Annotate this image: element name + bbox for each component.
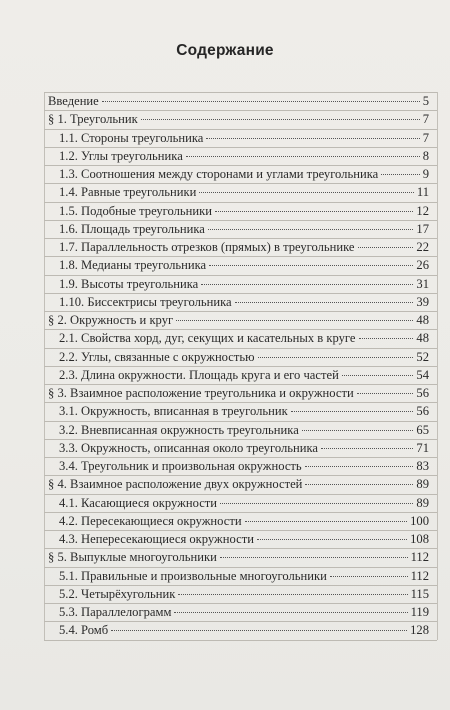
dot-leader	[257, 539, 407, 540]
toc-subsection-entry[interactable]	[59, 328, 429, 348]
toc-page-number: 115	[410, 586, 429, 601]
toc-entry-label: 1.5. Подобные треугольники	[59, 203, 212, 218]
toc-page-number: 8	[422, 148, 429, 163]
toc-page-number: 7	[422, 130, 429, 145]
dot-leader	[357, 393, 414, 394]
dot-leader	[208, 229, 414, 230]
dot-leader	[330, 576, 408, 577]
toc-page-number: 17	[416, 221, 429, 236]
dot-leader	[186, 156, 420, 157]
dot-leader	[258, 357, 414, 358]
toc-page-number: 12	[416, 203, 429, 218]
toc-entry-label: 5.3. Параллелограмм	[59, 605, 172, 619]
dot-leader	[215, 211, 413, 212]
toc-entry-label: § 5. Выпуклые многоугольники	[48, 550, 217, 565]
toc-entry-label: 4.2. Пересекающиеся окружности	[59, 513, 242, 528]
toc-page-number: 39	[416, 294, 429, 309]
dot-leader	[358, 247, 414, 248]
dot-leader	[305, 484, 413, 485]
toc-entry-label: § 2. Окружность и круг	[48, 313, 174, 327]
toc-subsection-entry[interactable]	[59, 292, 429, 312]
toc-subsection-entry[interactable]	[59, 182, 429, 202]
toc-entry-label: 2.1. Свойства хорд, дуг, секущих и касательных в круге	[59, 331, 356, 346]
dot-leader	[359, 338, 414, 339]
toc-section-entry[interactable]	[48, 474, 429, 494]
toc-page-number: 54	[416, 367, 429, 382]
toc-page-number: 56	[416, 404, 429, 419]
toc-entry-label: 1.4. Равные треугольники	[59, 185, 197, 200]
toc-entry-label: 1.7. Параллельность отрезков (прямых) в треугольнике	[59, 240, 355, 254]
toc-page-number: 26	[416, 258, 429, 273]
toc-page-number: 7	[422, 112, 429, 127]
table-right-border	[437, 92, 438, 640]
toc-subsection-entry[interactable]	[59, 128, 429, 148]
toc-subsection-entry[interactable]	[59, 529, 429, 549]
toc-subsection-entry[interactable]	[59, 456, 429, 476]
toc-page-number: 119	[410, 605, 429, 619]
toc-entry-label: 1.2. Углы треугольника	[59, 148, 183, 163]
toc-entry-label: 1.1. Стороны треугольника	[59, 130, 204, 145]
toc-page-number: 100	[410, 513, 429, 528]
toc-subsection-entry[interactable]	[59, 146, 429, 166]
toc-subsection-entry[interactable]	[59, 365, 429, 385]
toc-page-number: 128	[410, 623, 429, 638]
toc-page-number: 89	[416, 477, 429, 492]
dot-leader	[174, 612, 407, 613]
dot-leader	[178, 594, 407, 595]
toc-subsection-entry[interactable]	[59, 493, 429, 513]
toc-entry-label: 5.1. Правильные и произвольные многоугольники	[59, 568, 327, 583]
dot-leader	[220, 503, 413, 504]
toc-entry-label: 1.9. Высоты треугольника	[59, 276, 199, 291]
toc-subsection-entry[interactable]	[59, 274, 429, 294]
toc-page-number: 48	[416, 313, 429, 327]
toc-page-number: 5	[422, 94, 429, 108]
toc-page-number: 22	[416, 240, 429, 254]
toc-subsection-entry[interactable]	[59, 602, 429, 622]
toc-intro-entry[interactable]	[48, 91, 429, 111]
toc-section-entry[interactable]	[48, 547, 429, 567]
dot-leader	[342, 375, 414, 376]
toc-entry-label: § 4. Взаимное расположение двух окружностей	[48, 477, 303, 492]
toc-subsection-entry[interactable]	[59, 401, 429, 421]
toc-page-number: 11	[416, 185, 429, 200]
toc-entry-label: 3.1. Окружность, вписанная в треугольник	[59, 404, 288, 419]
toc-subsection-entry[interactable]	[59, 438, 429, 458]
toc-page-number: 9	[422, 167, 429, 181]
toc-subsection-entry[interactable]	[59, 219, 429, 239]
dot-leader	[291, 411, 414, 412]
toc-entry-label: 1.10. Биссектрисы треугольника	[59, 294, 232, 309]
toc-subsection-entry[interactable]	[59, 255, 429, 275]
toc-subsection-entry[interactable]	[59, 584, 429, 604]
toc-section-entry[interactable]	[48, 310, 429, 330]
toc-section-entry[interactable]	[48, 109, 429, 129]
toc-entry-label: 5.2. Четырёхугольник	[59, 586, 176, 601]
dot-leader	[201, 284, 413, 285]
dot-leader	[302, 430, 414, 431]
dot-leader	[176, 320, 413, 321]
toc-entry-label: 1.3. Соотношения между сторонами и углами треугольника	[59, 167, 379, 181]
toc-page-number: 83	[416, 459, 429, 473]
dot-leader	[235, 302, 414, 303]
dot-leader	[209, 265, 413, 266]
dot-leader	[305, 466, 414, 467]
toc-entry-label: § 1. Треугольник	[48, 112, 138, 127]
dot-leader	[206, 138, 419, 139]
toc-page-number: 89	[416, 495, 429, 510]
toc-entry-label: 1.8. Медианы треугольника	[59, 258, 207, 273]
toc-entry-label: 3.3. Окружность, описанная около треугольника	[59, 440, 318, 455]
dot-leader	[102, 101, 420, 102]
toc-entry-label: Введение	[48, 94, 99, 108]
dot-leader	[220, 557, 408, 558]
dot-leader	[321, 448, 413, 449]
toc-page-number: 112	[410, 568, 429, 583]
toc-page-number: 71	[416, 440, 429, 455]
toc-subsection-entry[interactable]	[59, 620, 429, 640]
toc-subsection-entry[interactable]	[59, 566, 429, 586]
toc-page-number: 108	[410, 532, 429, 546]
toc-page-number: 31	[416, 276, 429, 291]
toc-entry-label: 2.2. Углы, связанные с окружностью	[59, 349, 255, 364]
toc-entry-label: 4.3. Непересекающиеся окружности	[59, 532, 254, 546]
dot-leader	[199, 192, 413, 193]
toc-entry-label: 3.2. Вневписанная окружность треугольника	[59, 422, 299, 437]
toc-subsection-entry[interactable]	[59, 347, 429, 367]
toc-subsection-entry[interactable]	[59, 511, 429, 531]
toc-section-entry[interactable]	[48, 383, 429, 403]
page-title: Содержание	[176, 42, 274, 59]
toc-subsection-entry[interactable]	[59, 237, 429, 257]
toc-entry-label: 4.1. Касающиеся окружности	[59, 495, 218, 510]
toc-entry-label: 3.4. Треугольник и произвольная окружность	[59, 459, 302, 473]
dot-leader	[381, 174, 419, 175]
toc-subsection-entry[interactable]	[59, 201, 429, 221]
toc-entry-label: 5.4. Ромб	[59, 623, 109, 638]
toc-page-number: 48	[416, 331, 429, 346]
toc-page-number: 56	[416, 386, 429, 400]
row-separator	[44, 640, 437, 641]
toc-entry-label: § 3. Взаимное расположение треугольника и окружности	[48, 386, 354, 400]
toc-page-number: 65	[416, 422, 429, 437]
dot-leader	[245, 521, 407, 522]
toc-subsection-entry[interactable]	[59, 164, 429, 184]
dot-leader	[111, 630, 407, 631]
toc-page-number: 52	[416, 349, 429, 364]
toc-page-number: 112	[410, 550, 429, 565]
dot-leader	[141, 119, 420, 120]
toc-entry-label: 2.3. Длина окружности. Площадь круга и его частей	[59, 367, 339, 382]
toc-subsection-entry[interactable]	[59, 420, 429, 440]
toc-entry-label: 1.6. Площадь треугольника	[59, 221, 205, 236]
